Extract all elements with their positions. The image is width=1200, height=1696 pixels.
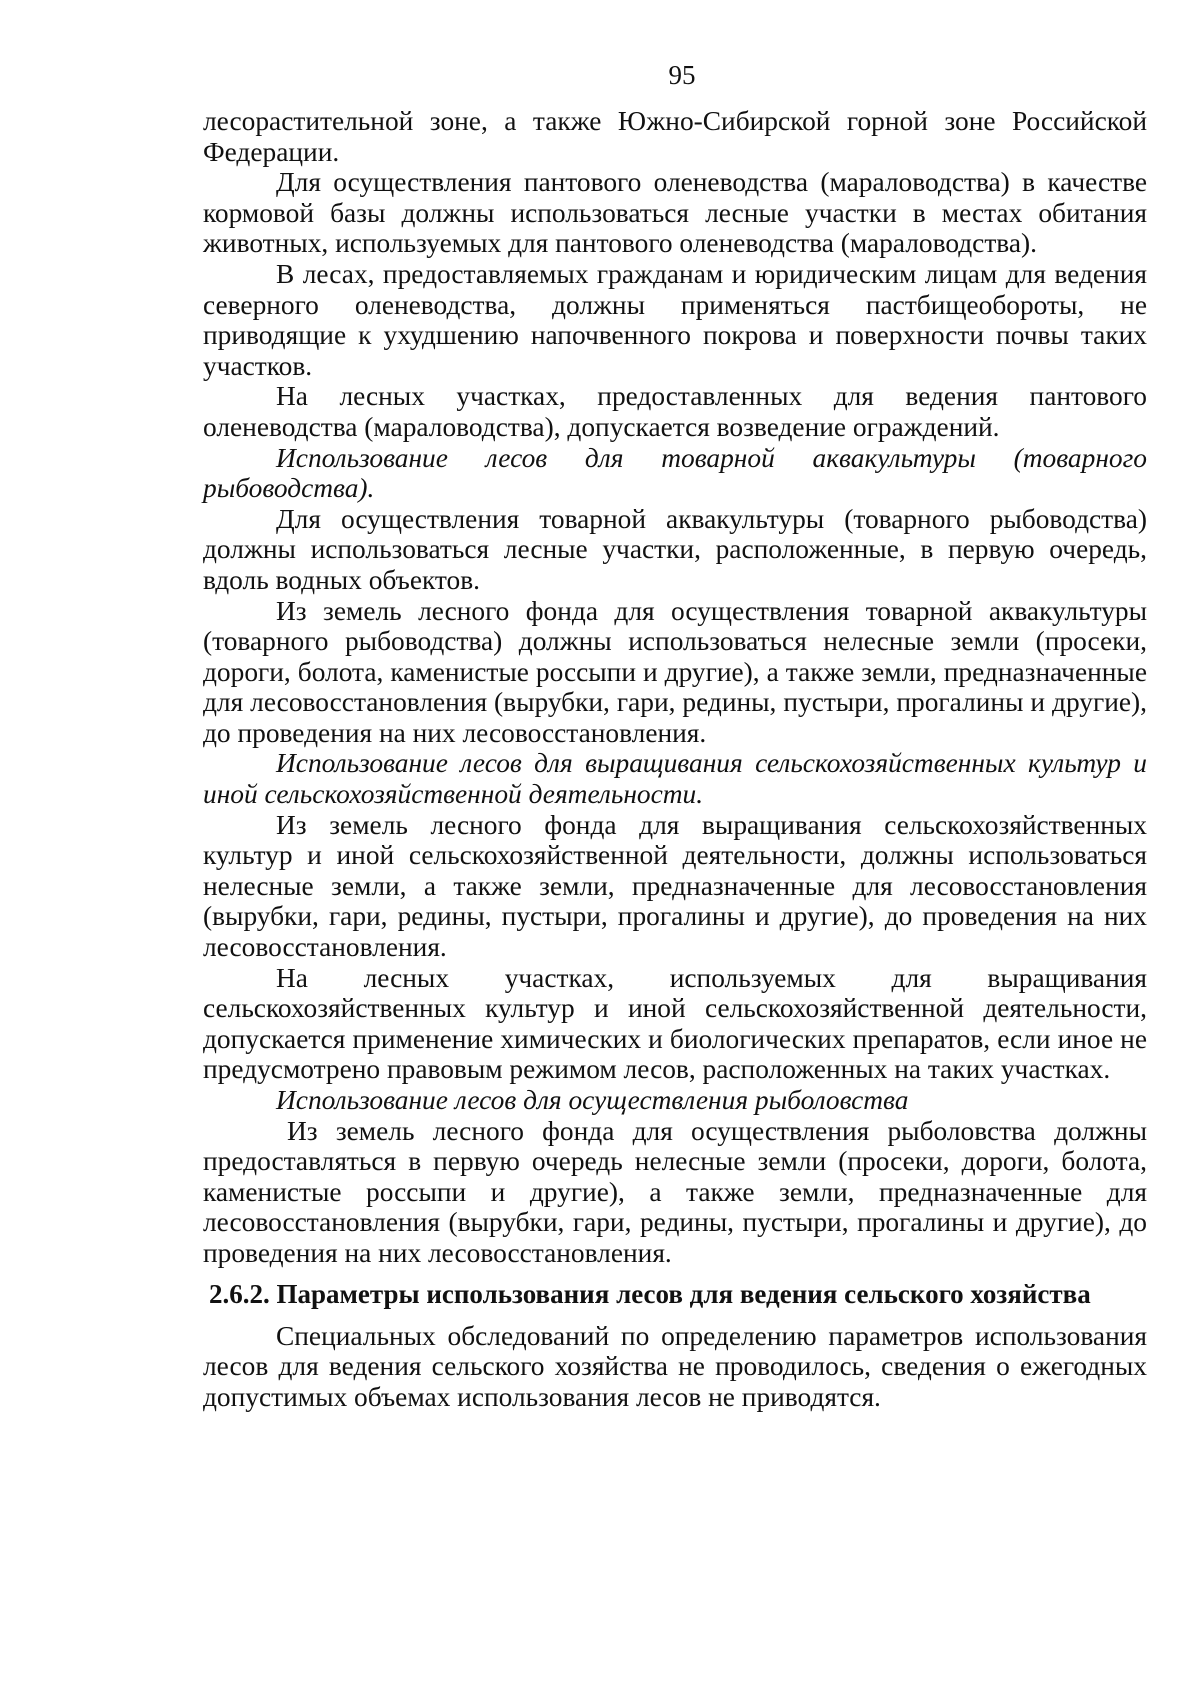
paragraph: Для осуществления товарной аквакультуры (товарного рыбоводства) должны использоваться лесные участки, расположенные, в первую очередь, вдоль водных объектов. [203,503,1147,595]
subsection-title: Использование лесов для товарной аквакультуры (товарного рыбоводства). [203,442,1147,504]
paragraph: Для осуществления пантового оленеводства (мараловодства) в качестве кормовой базы должны использоваться лесные участки в местах обитания животных, используемых для пантового оленеводства (мараловодства). [203,167,1147,259]
paragraph: Из земель лесного фонда для осуществления товарной аквакультуры (товарного рыбоводства) должны использоваться нелесные земли (просеки, дороги, болота, каменистые россыпи и другие), а также земли, предназначенные для лесовосстановления (вырубки, гари, редины, пустыри, прогалины и другие), до проведения на них лесовосстановления. [203,595,1147,748]
paragraph: В лесах, предоставляемых гражданам и юридическим лицам для ведения северного оленеводства, должны применяться пастбищеобороты, не приводящие к ухудшению напочвенного покрова и поверхности почвы таких участков. [203,258,1147,381]
paragraph: На лесных участках, предоставленных для ведения пантового оленеводства (мараловодства), допускается возведение ограждений. [203,381,1147,442]
subsection-title: Использование лесов для выращивания сельскохозяйственных культур и иной сельскохозяйственной деятельности. [203,748,1147,810]
paragraph: Из земель лесного фонда для осуществления рыболовства должны предоставляться в первую очередь нелесные земли (просеки, дороги, болота, каменистые россыпи и другие), а также земли, предназначенные для лесовосстановления (вырубки, гари, редины, пустыри, прогалины и другие), до проведения на них лесовосстановления. [203,1115,1147,1268]
paragraph: Специальных обследований по определению параметров использования лесов для ведения сельского хозяйства не проводилось, сведения о ежегодных допустимых объемах использования лесов не приводятся. [203,1320,1147,1412]
section-heading: 2.6.2. Параметры использования лесов для ведения сельского хозяйства [209,1278,1091,1309]
paragraph: На лесных участках, используемых для выращивания сельскохозяйственных культур и иной сельскохозяйственной деятельности, допускается применение химических и биологических препаратов, если иное не предусмотрено правовым режимом лесов, расположенных на таких участках. [203,962,1147,1085]
page-number: 95 [668,60,696,90]
subsection-title: Использование лесов для осуществления рыболовства [276,1085,909,1115]
document-page [203,52,1147,1412]
paragraph: Из земель лесного фонда для выращивания сельскохозяйственных культур и иной сельскохозяйственной деятельности, должны использоваться нелесные земли, а также земли, предназначенные для лесовосстановления (вырубки, гари, редины, пустыри, прогалины и другие), до проведения на них лесовосстановления. [203,809,1147,963]
paragraph-continuation: лесорастительной зоне, а также Южно-Сибирской горной зоне Российской Федерации. [203,106,1147,167]
